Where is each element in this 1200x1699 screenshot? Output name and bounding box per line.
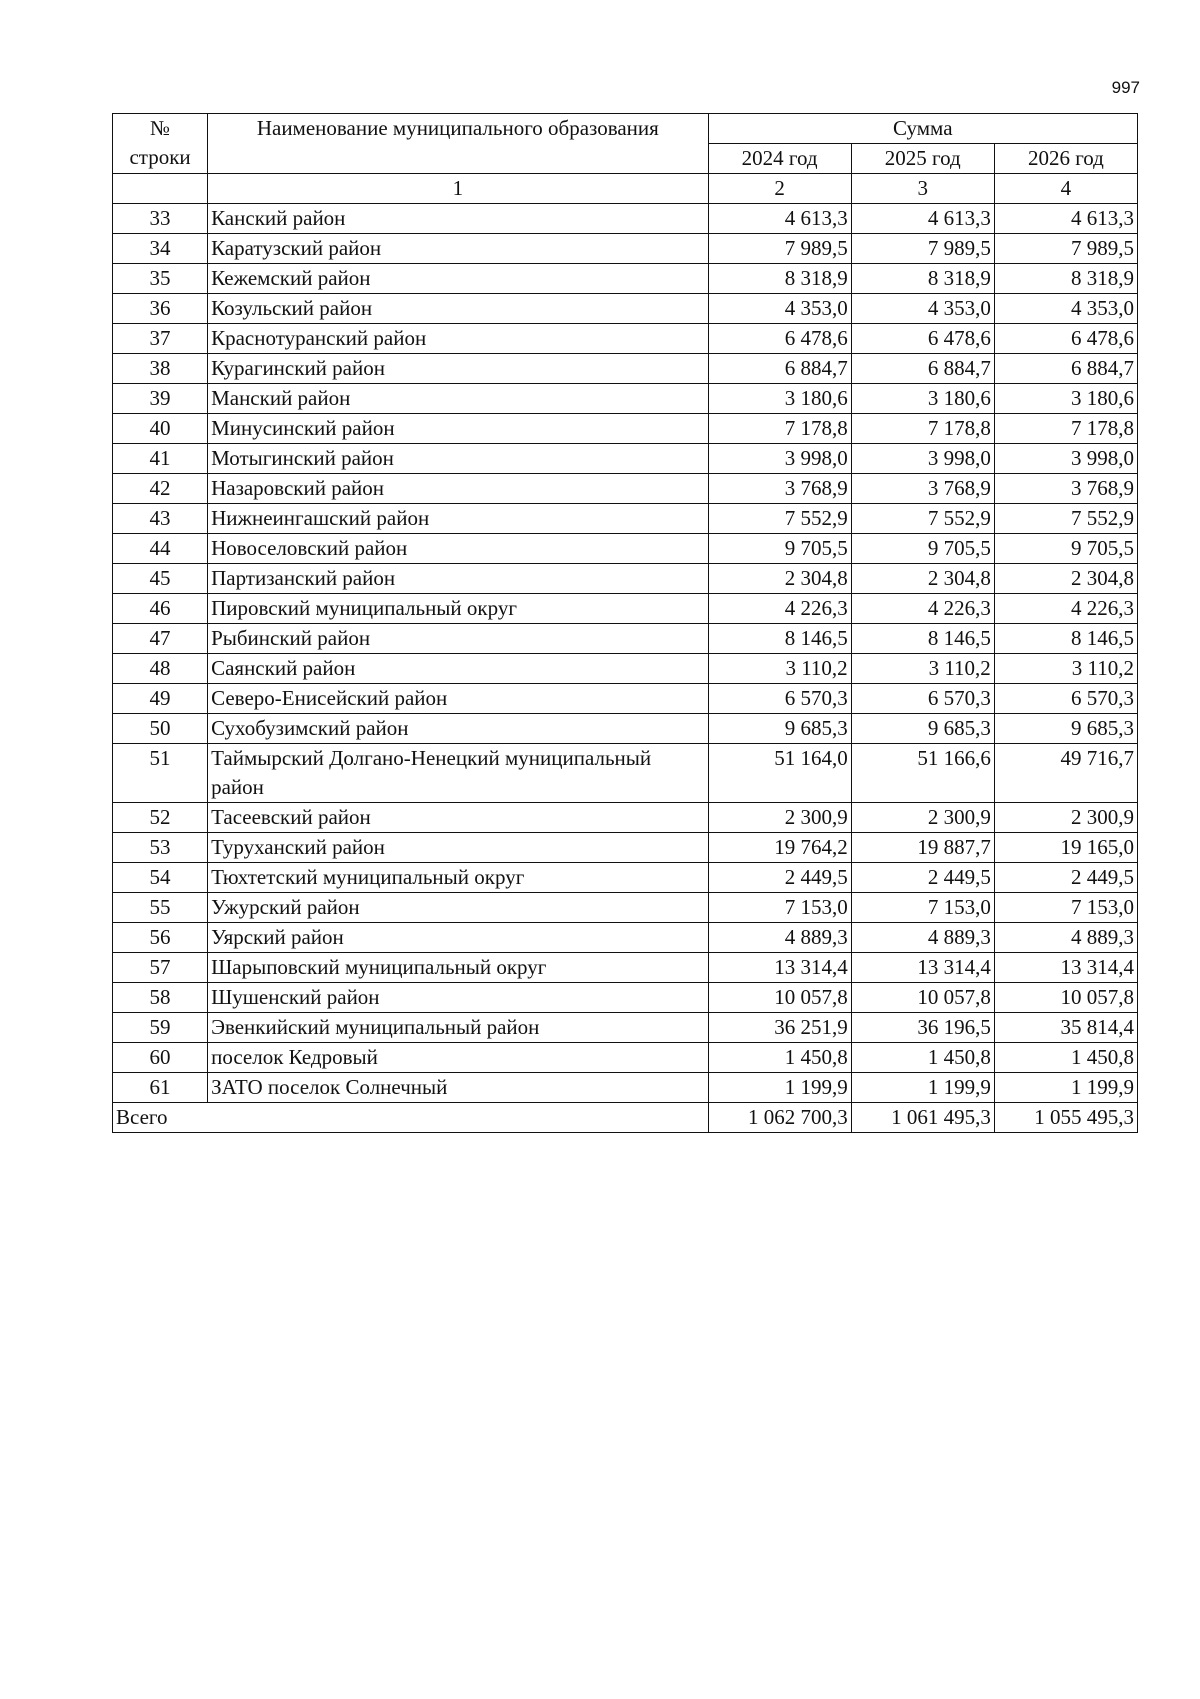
column-number-3: 3 (851, 174, 994, 204)
table-row (113, 863, 1138, 893)
row-number: 52 (113, 803, 208, 833)
municipality-name: Манский район (208, 384, 708, 414)
value-2025: 7 178,8 (851, 414, 994, 444)
municipality-name: Шарыповский муниципальный округ (208, 953, 708, 983)
table-row (113, 923, 1138, 953)
value-2025: 3 180,6 (851, 384, 994, 414)
municipality-name: Канский район (208, 204, 708, 234)
value-2025: 10 057,8 (851, 983, 994, 1013)
row-number: 54 (113, 863, 208, 893)
row-number: 34 (113, 234, 208, 264)
value-2024: 4 226,3 (708, 594, 851, 624)
row-number: 41 (113, 444, 208, 474)
table-row (113, 354, 1138, 384)
table-row (113, 983, 1138, 1013)
row-number: 59 (113, 1013, 208, 1043)
table-row (113, 744, 1138, 803)
municipality-name: Краснотуранский район (208, 324, 708, 354)
column-number-2: 2 (708, 174, 851, 204)
value-2025: 8 146,5 (851, 624, 994, 654)
value-2026: 13 314,4 (994, 953, 1137, 983)
value-2024: 9 705,5 (708, 534, 851, 564)
value-2026: 9 685,3 (994, 714, 1137, 744)
row-number: 46 (113, 594, 208, 624)
row-number: 36 (113, 294, 208, 324)
table-row (113, 264, 1138, 294)
value-2025: 19 887,7 (851, 833, 994, 863)
value-2026: 49 716,7 (994, 744, 1137, 803)
municipality-name: Туруханский район (208, 833, 708, 863)
value-2025: 9 685,3 (851, 714, 994, 744)
table-row (113, 1073, 1138, 1103)
value-2024: 2 304,8 (708, 564, 851, 594)
municipality-name: Шушенский район (208, 983, 708, 1013)
budget-table (112, 113, 1138, 1133)
value-2025: 4 353,0 (851, 294, 994, 324)
row-number: 51 (113, 744, 208, 803)
table-body (113, 114, 1138, 1103)
value-2025: 1 199,9 (851, 1073, 994, 1103)
value-2026: 4 613,3 (994, 204, 1137, 234)
page-number: 997 (1111, 78, 1140, 97)
table-row (113, 833, 1138, 863)
value-2025: 8 318,9 (851, 264, 994, 294)
value-2025: 4 889,3 (851, 923, 994, 953)
value-2025: 7 552,9 (851, 504, 994, 534)
header-row-1 (113, 114, 1138, 144)
row-number: 40 (113, 414, 208, 444)
row-number: 38 (113, 354, 208, 384)
municipality-name: Сухобузимский район (208, 714, 708, 744)
table-row (113, 384, 1138, 414)
value-2025: 13 314,4 (851, 953, 994, 983)
municipality-name: Нижнеингашский район (208, 504, 708, 534)
municipality-name: Пировский муниципальный округ (208, 594, 708, 624)
row-number: 60 (113, 1043, 208, 1073)
row-number: 33 (113, 204, 208, 234)
value-2025: 3 768,9 (851, 474, 994, 504)
value-2026: 8 146,5 (994, 624, 1137, 654)
row-number: 61 (113, 1073, 208, 1103)
row-number: 42 (113, 474, 208, 504)
value-2024: 7 552,9 (708, 504, 851, 534)
value-2024: 2 449,5 (708, 863, 851, 893)
value-2025: 3 998,0 (851, 444, 994, 474)
table-row (113, 684, 1138, 714)
municipality-name: Назаровский район (208, 474, 708, 504)
total-2025: 1 061 495,3 (851, 1103, 994, 1133)
value-2025: 7 989,5 (851, 234, 994, 264)
municipality-name: Эвенкийский муниципальный район (208, 1013, 708, 1043)
table-row (113, 444, 1138, 474)
table-row (113, 474, 1138, 504)
column-number-4: 4 (994, 174, 1137, 204)
value-2025: 2 304,8 (851, 564, 994, 594)
value-2026: 4 889,3 (994, 923, 1137, 953)
table-row (113, 294, 1138, 324)
value-2024: 8 146,5 (708, 624, 851, 654)
table-row (113, 654, 1138, 684)
value-2026: 3 110,2 (994, 654, 1137, 684)
table-row (113, 803, 1138, 833)
table-row (113, 324, 1138, 354)
value-2025: 3 110,2 (851, 654, 994, 684)
value-2026: 7 989,5 (994, 234, 1137, 264)
value-2024: 9 685,3 (708, 714, 851, 744)
header-year-2025: 2025 год (851, 144, 994, 174)
value-2025: 4 613,3 (851, 204, 994, 234)
municipality-name: Тасеевский район (208, 803, 708, 833)
table-row (113, 534, 1138, 564)
header-year-2024: 2024 год (708, 144, 851, 174)
value-2026: 3 768,9 (994, 474, 1137, 504)
table-row (113, 1043, 1138, 1073)
value-2024: 7 178,8 (708, 414, 851, 444)
municipality-name: Тюхтетский муниципальный округ (208, 863, 708, 893)
value-2024: 51 164,0 (708, 744, 851, 803)
value-2026: 19 165,0 (994, 833, 1137, 863)
column-number-1: 1 (208, 174, 708, 204)
value-2026: 3 998,0 (994, 444, 1137, 474)
value-2025: 6 478,6 (851, 324, 994, 354)
value-2024: 4 889,3 (708, 923, 851, 953)
municipality-name: Рыбинский район (208, 624, 708, 654)
municipality-name: Кежемский район (208, 264, 708, 294)
table-row (113, 953, 1138, 983)
value-2026: 4 353,0 (994, 294, 1137, 324)
value-2026: 6 570,3 (994, 684, 1137, 714)
row-number: 47 (113, 624, 208, 654)
row-number: 57 (113, 953, 208, 983)
value-2025: 51 166,6 (851, 744, 994, 803)
value-2026: 1 199,9 (994, 1073, 1137, 1103)
value-2025: 1 450,8 (851, 1043, 994, 1073)
municipality-name: Новоселовский район (208, 534, 708, 564)
row-number: 48 (113, 654, 208, 684)
column-number-row (113, 174, 1138, 204)
header-sum: Сумма (708, 114, 1137, 144)
value-2024: 19 764,2 (708, 833, 851, 863)
header-row-number (113, 114, 208, 174)
table-row (113, 714, 1138, 744)
value-2024: 36 251,9 (708, 1013, 851, 1043)
table-row (113, 204, 1138, 234)
value-2026: 7 552,9 (994, 504, 1137, 534)
municipality-name: Каратузский район (208, 234, 708, 264)
column-number-0 (113, 174, 208, 204)
table-row (113, 893, 1138, 923)
value-2025: 9 705,5 (851, 534, 994, 564)
value-2025: 6 884,7 (851, 354, 994, 384)
row-number: 45 (113, 564, 208, 594)
value-2025: 2 300,9 (851, 803, 994, 833)
total-label: Всего (113, 1103, 709, 1133)
value-2024: 7 153,0 (708, 893, 851, 923)
value-2024: 3 998,0 (708, 444, 851, 474)
municipality-name: Партизанский район (208, 564, 708, 594)
table-row (113, 624, 1138, 654)
value-2024: 6 570,3 (708, 684, 851, 714)
table-row (113, 414, 1138, 444)
value-2026: 7 153,0 (994, 893, 1137, 923)
value-2024: 4 613,3 (708, 204, 851, 234)
value-2025: 4 226,3 (851, 594, 994, 624)
table-row (113, 594, 1138, 624)
value-2025: 36 196,5 (851, 1013, 994, 1043)
total-row (113, 1103, 1138, 1133)
municipality-name: поселок Кедровый (208, 1043, 708, 1073)
value-2026: 2 300,9 (994, 803, 1137, 833)
value-2024: 1 199,9 (708, 1073, 851, 1103)
value-2026: 6 478,6 (994, 324, 1137, 354)
municipality-name: Саянский район (208, 654, 708, 684)
value-2024: 3 110,2 (708, 654, 851, 684)
row-number: 39 (113, 384, 208, 414)
municipality-name: Северо-Енисейский район (208, 684, 708, 714)
header-row-number-label: строки (129, 145, 191, 169)
row-number: 44 (113, 534, 208, 564)
value-2024: 3 768,9 (708, 474, 851, 504)
header-year-2026: 2026 год (994, 144, 1137, 174)
table-row (113, 504, 1138, 534)
value-2024: 8 318,9 (708, 264, 851, 294)
value-2024: 6 884,7 (708, 354, 851, 384)
row-number: 53 (113, 833, 208, 863)
row-number: 35 (113, 264, 208, 294)
value-2025: 6 570,3 (851, 684, 994, 714)
value-2026: 1 450,8 (994, 1043, 1137, 1073)
row-number: 43 (113, 504, 208, 534)
row-number: 55 (113, 893, 208, 923)
table-row (113, 234, 1138, 264)
row-number: 50 (113, 714, 208, 744)
row-number: 37 (113, 324, 208, 354)
row-number: 49 (113, 684, 208, 714)
total-2026: 1 055 495,3 (994, 1103, 1137, 1133)
value-2024: 3 180,6 (708, 384, 851, 414)
value-2026: 9 705,5 (994, 534, 1137, 564)
municipality-name: Уярский район (208, 923, 708, 953)
value-2026: 3 180,6 (994, 384, 1137, 414)
municipality-name: Минусинский район (208, 414, 708, 444)
municipality-name: Козульский район (208, 294, 708, 324)
value-2026: 2 449,5 (994, 863, 1137, 893)
value-2024: 4 353,0 (708, 294, 851, 324)
table-row (113, 1013, 1138, 1043)
table-row (113, 564, 1138, 594)
value-2024: 1 450,8 (708, 1043, 851, 1073)
value-2026: 35 814,4 (994, 1013, 1137, 1043)
header-name: Наименование муниципального образования (208, 114, 708, 174)
value-2026: 7 178,8 (994, 414, 1137, 444)
total-2024: 1 062 700,3 (708, 1103, 851, 1133)
value-2026: 4 226,3 (994, 594, 1137, 624)
municipality-name: Таймырский Долгано-Ненецкий муниципальный район (208, 744, 708, 803)
value-2026: 8 318,9 (994, 264, 1137, 294)
value-2024: 13 314,4 (708, 953, 851, 983)
municipality-name: Мотыгинский район (208, 444, 708, 474)
value-2026: 6 884,7 (994, 354, 1137, 384)
municipality-name: Ужурский район (208, 893, 708, 923)
value-2024: 7 989,5 (708, 234, 851, 264)
value-2026: 10 057,8 (994, 983, 1137, 1013)
value-2024: 2 300,9 (708, 803, 851, 833)
value-2024: 6 478,6 (708, 324, 851, 354)
value-2024: 10 057,8 (708, 983, 851, 1013)
row-number: 58 (113, 983, 208, 1013)
row-number: 56 (113, 923, 208, 953)
value-2025: 7 153,0 (851, 893, 994, 923)
value-2026: 2 304,8 (994, 564, 1137, 594)
header-row-number-symbol: № (150, 116, 171, 140)
value-2025: 2 449,5 (851, 863, 994, 893)
municipality-name: Курагинский район (208, 354, 708, 384)
municipality-name: ЗАТО поселок Солнечный (208, 1073, 708, 1103)
